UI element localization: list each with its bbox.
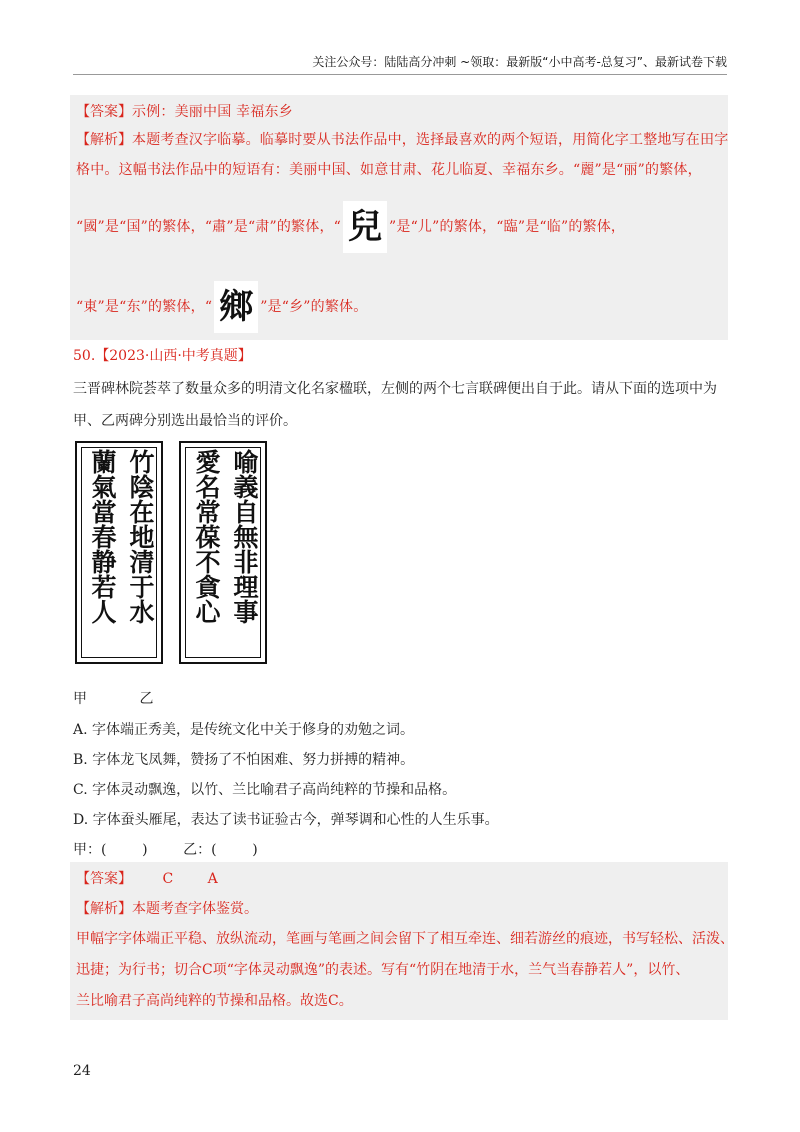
analysis2-line-1: 甲幅字字体端正平稳、放纵流动，笔画与笔画之间会留下了相互牵连、细若游丝的痕迹，书写轻松、活泼、 xyxy=(76,931,734,947)
analysis2-line-3: 兰比喻君子高尚纯粹的节操和品格。故选C。 xyxy=(76,993,353,1009)
calligraphy-er-image: 兒 xyxy=(343,201,387,253)
option-a: A. 字体端正秀美，是传统文化中关于修身的劝勉之词。 xyxy=(73,722,415,738)
stele-yi xyxy=(179,441,267,664)
stele-labels xyxy=(73,688,153,708)
answer-tag: 【答案】 xyxy=(76,104,132,120)
answer-block-1 xyxy=(70,95,728,340)
answer-tag-2: 【答案】 xyxy=(76,871,132,887)
option-d: D. 字体蚕头雁尾，表达了读书证验古今，弹琴调和心性的人生乐事。 xyxy=(73,812,499,828)
analysis-line-4: “東”是“东”的繁体，“ 鄉 ”是“乡”的繁体。 xyxy=(76,281,367,333)
question-label xyxy=(73,345,252,365)
header-divider xyxy=(73,74,727,75)
page-header: 关注公众号：陆陆高分冲刺 ~领取：最新版“小中高考-总复习”、最新试卷下载 xyxy=(312,55,727,69)
stele-yi-left-column: 愛名常葆不貪心 xyxy=(192,449,221,624)
stele-jia xyxy=(75,441,163,664)
answer-line-2 xyxy=(76,868,218,888)
stele-jia-right-column: 竹陰在地清于水 xyxy=(126,449,155,624)
question-text-line-1: 三晋碑林院荟萃了数量众多的明清文化名家楹联，左侧的两个七言联碑便出自于此。请从下面的选项中为 xyxy=(73,381,717,397)
calligraphy-xiang-image: 鄉 xyxy=(214,281,258,333)
analysis-line-3: “國”是“国”的繁体，“肅”是“肃”的繁体，“ 兒 ”是“儿”的繁体，“臨”是“临”的繁体， xyxy=(76,201,625,253)
question-text-line-2: 甲、乙两碑分别选出最恰当的评价。 xyxy=(73,413,297,429)
analysis-line-2: 格中。这幅书法作品中的短语有：美丽中国、如意甘肃、花儿临夏、幸福东乡。“麗”是“丽”的繁体， xyxy=(76,162,702,178)
question-source: 【2023·山西·中考真题】 xyxy=(95,348,252,364)
analysis-tag: 【解析】 xyxy=(76,132,132,148)
analysis-intro-line: 【解析】本题考查字体鉴赏。 xyxy=(76,901,258,917)
analysis2-line-2: 迅捷；为行书；切合C项“字体灵动飘逸”的表述。写有“竹阴在地清于水，兰气当春静若人”，以竹、 xyxy=(76,962,690,978)
option-b: B. 字体龙飞凤舞，赞扬了不怕困难、努力拼搏的精神。 xyxy=(73,752,415,768)
analysis-tag-2: 【解析】 xyxy=(76,901,132,917)
label-yi: 乙 xyxy=(139,691,154,707)
option-c: C. 字体灵动飘逸，以竹、兰比喻君子高尚纯粹的节操和品格。 xyxy=(73,782,457,798)
question-number: 50. xyxy=(73,348,96,364)
stele-yi-right-column: 喻義自無非理事 xyxy=(230,449,259,624)
answer-text: 示例：美丽中国 幸福东乡 xyxy=(132,104,293,120)
answer-block-2 xyxy=(70,862,734,1020)
label-jia: 甲 xyxy=(73,691,87,707)
answer-blanks: 甲：( ) 乙：( ) xyxy=(73,842,258,858)
page-number: 24 xyxy=(73,1063,91,1079)
stele-jia-left-column: 蘭氣當春静若人 xyxy=(88,449,117,624)
answer-jia: C xyxy=(162,871,174,887)
answer-yi: A xyxy=(207,871,218,887)
analysis-line-1: 【解析】本题考查汉字临摹。临摹时要从书法作品中，选择最喜欢的两个短语，用简化字工整地写在田字 xyxy=(76,132,729,148)
answer-line xyxy=(76,101,293,121)
